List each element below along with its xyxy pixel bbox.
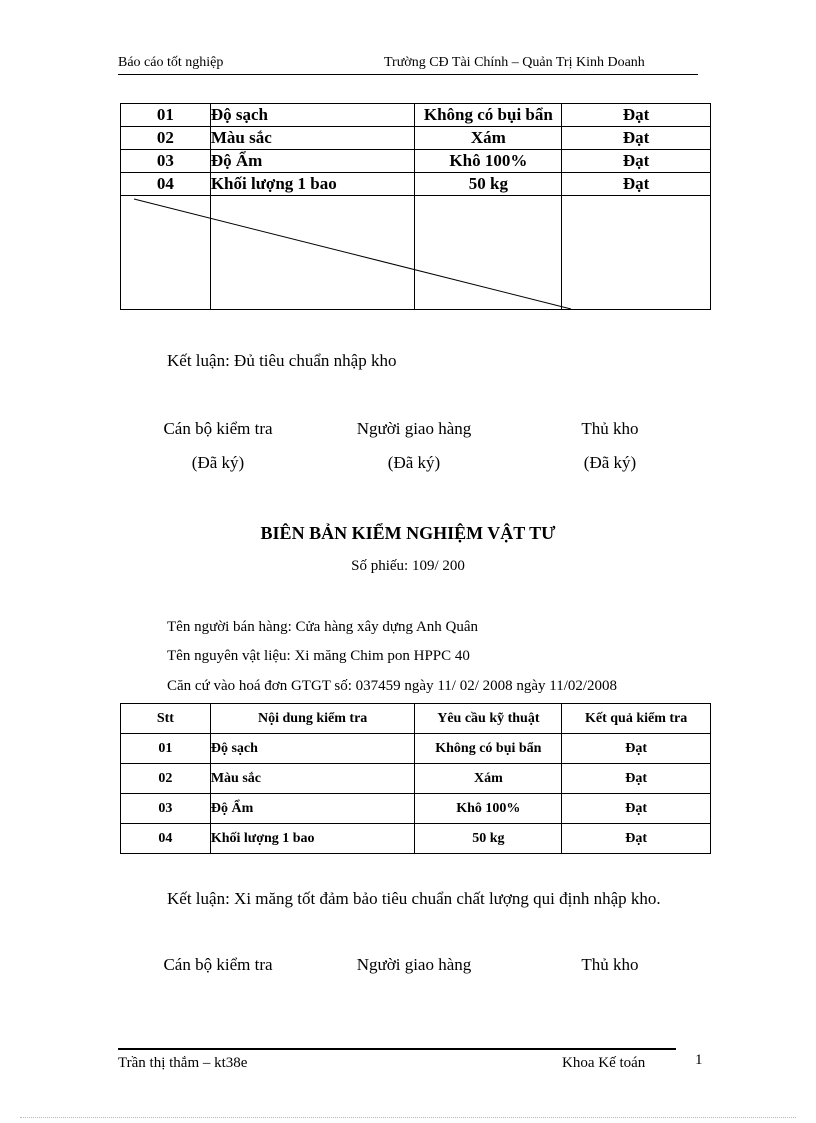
table-cell: 01 [121, 734, 211, 764]
footer-author: Trần thị thắm – kt38e [118, 1055, 248, 1071]
table-row [121, 794, 711, 824]
table-cell: 50 kg [415, 824, 562, 854]
report-number: Số phiếu: 109/ 200 [351, 558, 465, 574]
material-line: Tên nguyên vật liệu: Xi măng Chim pon HPPC 40 [167, 648, 470, 664]
table-cell: Màu sắc [210, 127, 415, 150]
table-cell: 04 [121, 173, 211, 196]
page-edge-dotted-line [20, 1117, 796, 1118]
table-cell: Màu sắc [210, 764, 415, 794]
table-cell: Khô 100% [415, 794, 562, 824]
table-cell: Đạt [562, 104, 711, 127]
table-cell: Độ sạch [210, 104, 415, 127]
conclusion-2: Kết luận: Xi măng tốt đảm bảo tiêu chuẩn chất lượng qui định nhập kho. [167, 889, 661, 908]
signature-deliverer-signed: (Đã ký) [387, 453, 441, 472]
table-row [121, 824, 711, 854]
table-cell: Đạt [562, 824, 711, 854]
table-cell: 01 [121, 104, 211, 127]
table-cell: Độ sạch [210, 734, 415, 764]
page-number: 1 [695, 1052, 703, 1068]
table-header-cell: Yêu cầu kỹ thuật [415, 704, 562, 734]
table-cell: 03 [121, 794, 211, 824]
table-cell: Độ Ẩm [210, 794, 415, 824]
table-cell: Đạt [562, 794, 711, 824]
table-cell: 03 [121, 150, 211, 173]
table-cell: Không có bụi bẩn [415, 734, 562, 764]
header-right: Trường CĐ Tài Chính – Quản Trị Kinh Doanh [384, 55, 645, 70]
signature-deliverer-label: Người giao hàng [356, 955, 472, 974]
table-cell: Độ Ẩm [210, 150, 415, 173]
signature-deliverer-label: Người giao hàng [356, 419, 472, 438]
seller-line: Tên người bán hàng: Cửa hàng xây dựng Anh Quân [167, 619, 479, 635]
signature-inspector-signed: (Đã ký) [191, 453, 245, 472]
signature-inspector-label: Cán bộ kiểm tra [163, 955, 273, 974]
table-cell: Xám [415, 764, 562, 794]
table-cell: Khối lượng 1 bao [210, 173, 415, 196]
signature-keeper-signed: (Đã ký) [583, 453, 637, 472]
report-title: BIÊN BẢN KIỂM NGHIỆM VẬT TƯ [260, 523, 556, 543]
invoice-basis-line: Căn cứ vào hoá đơn GTGT số: 037459 ngày 11/ 02/ 2008 ngày 11/02/2008 [167, 678, 618, 694]
table-row [121, 764, 711, 794]
table-cell: Đạt [562, 127, 711, 150]
signature-keeper-label: Thủ kho [581, 955, 639, 974]
table-cell: Đạt [562, 764, 711, 794]
table-cell: Khối lượng 1 bao [210, 824, 415, 854]
table-cell: Đạt [562, 173, 711, 196]
signature-inspector-label: Cán bộ kiểm tra [163, 419, 273, 438]
table-header-row [121, 704, 711, 734]
table-cell: Xám [415, 127, 562, 150]
table-header-cell: Nội dung kiểm tra [210, 704, 415, 734]
table-cell: 02 [121, 127, 211, 150]
signature-keeper-label: Thủ kho [581, 419, 639, 438]
inspection-table-2 [120, 703, 711, 854]
footer-department: Khoa Kế toán [562, 1055, 646, 1071]
table-cell: 02 [121, 764, 211, 794]
table-header-cell: Stt [121, 704, 211, 734]
header-left: Báo cáo tốt nghiệp [118, 55, 224, 70]
footer-rule [118, 1048, 676, 1050]
table-cell: Không có bụi bẩn [415, 104, 562, 127]
table-cell: 04 [121, 824, 211, 854]
table-cell: Đạt [562, 150, 711, 173]
table-row [121, 734, 711, 764]
conclusion-1: Kết luận: Đủ tiêu chuẩn nhập kho [167, 351, 397, 370]
table-cell: 50 kg [415, 173, 562, 196]
table-cell: Khô 100% [415, 150, 562, 173]
table-header-cell: Kết quả kiểm tra [562, 704, 711, 734]
table-cell: Đạt [562, 734, 711, 764]
